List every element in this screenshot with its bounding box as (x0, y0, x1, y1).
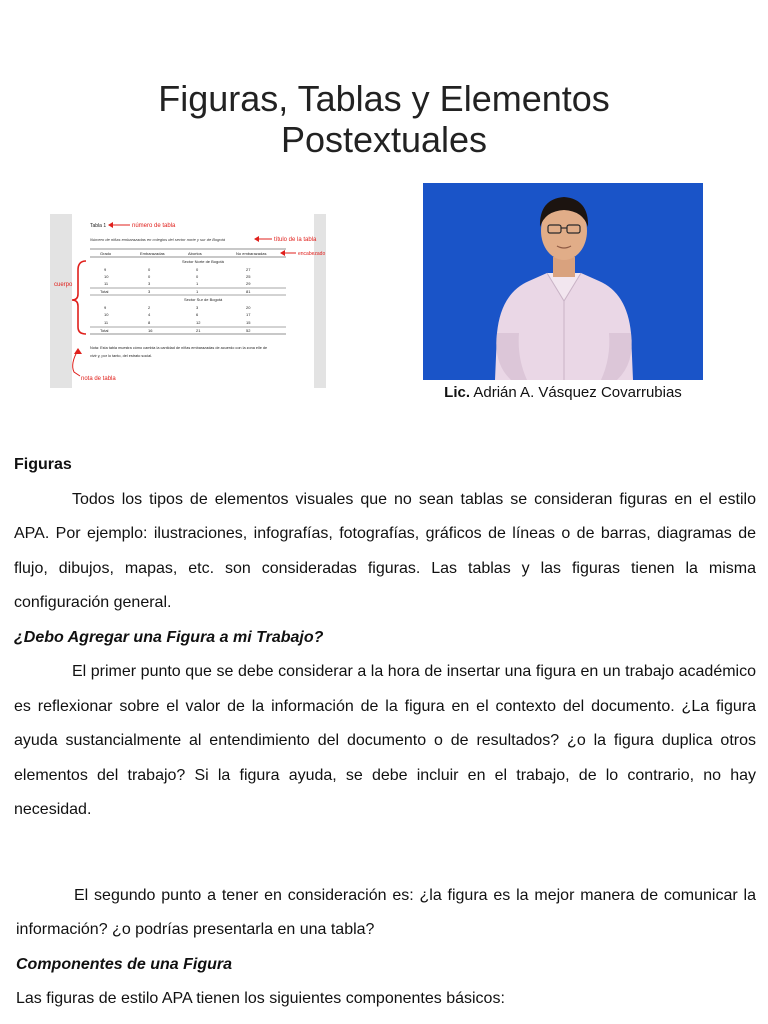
fig-header-0: Grado (100, 251, 112, 256)
fig-table-cell: 15 (246, 320, 251, 325)
fig-table-cell: 10 (104, 274, 109, 279)
fig-table-cell: 9 (104, 267, 107, 272)
fig-table-cell: 3 (196, 305, 199, 310)
fig-table-cell: 6 (196, 312, 199, 317)
fig-table-cell: 1 (196, 281, 199, 286)
fig-header-3: No embarazadas (236, 251, 267, 256)
fig-table-cell: 17 (246, 312, 251, 317)
fig-table-cell: 27 (246, 267, 251, 272)
caption-name: Adrián A. Vásquez Covarrubias (473, 384, 682, 401)
paragraph-segundo-punto: El segundo punto a tener en consideración es: ¿la figura es la mejor manera de comunicar la información? ¿o podrías presentarla en una tabla? (16, 886, 756, 938)
fig-table-cell: 8 (148, 320, 151, 325)
paragraph-debo-agregar: El primer punto que se debe considerar a la hora de insertar una figura en un trabajo académico es reflexionar sobre el valor de la información de la figura en el contexto del documento. ¿La figura ayuda sustancialmente al entendimiento del documento o de resultados? ¿o la figura duplica otros elementos del trabajo? Si la figura ayuda, se debe incluir en el trabajo, de lo contrario, no hay necesidad. (14, 663, 756, 818)
fig-table-cell: 1 (196, 289, 199, 294)
portrait-photo (423, 183, 703, 380)
paragraph-componentes: Las figuras de estilo APA tienen los siguientes componentes básicos: (16, 990, 505, 1007)
fig-table-cell: 9 (104, 305, 107, 310)
fig-table-cell: 12 (196, 320, 201, 325)
document-body (14, 448, 756, 1017)
fig-header-2: Abortos (188, 251, 202, 256)
fig-table-cell: 0 (196, 267, 199, 272)
page-title (0, 78, 768, 160)
fig-table-cell: Total (100, 328, 109, 333)
fig-note-line-1: Nota: Esta tabla muestra cómo cambia la cantidad de niñas embarazadas de acuerdo con la zona elle de (90, 346, 268, 350)
title-line-1: Figuras, Tablas y Elementos (158, 78, 610, 119)
fig-arrow-nota: nota de tabla (81, 376, 116, 382)
fig-table-cell: 3 (148, 289, 151, 294)
title-line-2: Postextuales (280, 119, 488, 160)
fig-sector-norte: Sector Norte de Bogotá (182, 259, 224, 264)
fig-arrow-titulo: título de la tabla (274, 237, 317, 243)
fig-table-cell: Total (100, 289, 109, 294)
heading-figuras: Figuras (14, 456, 72, 473)
fig-table-cell: 25 (246, 274, 251, 279)
fig-table-cell: 10 (104, 312, 109, 317)
fig-table-cell: 52 (246, 328, 251, 333)
fig-table-label: Tabla 1 (90, 223, 107, 229)
fig-table-cell: 0 (196, 274, 199, 279)
fig-table-cell: 4 (148, 312, 151, 317)
fig-header-1: Embarazadas (140, 251, 165, 256)
fig-table-title: Número de niñas embarazadas en colegios del sector norte y sur de Bogotá (90, 237, 225, 242)
fig-table-cell: 21 (196, 328, 201, 333)
fig-arrow-encabezado: encabezado (298, 251, 326, 257)
fig-arrow-tabla: número de tabla (132, 223, 176, 229)
fig-table-cell: 0 (148, 267, 151, 272)
spacer (14, 828, 756, 879)
fig-table-cell: 11 (104, 320, 109, 325)
apa-table-figure (50, 214, 326, 388)
paragraph-figuras: Todos los tipos de elementos visuales que no sean tablas se consideran figuras en el estilo APA. Por ejemplo: ilustraciones, infografías, fotografías, gráficos de líneas o de barras, diagramas de flujo, dibujos, mapas, etc. son consideradas figuras. Las tablas y las figuras tienen la misma configuración general. (14, 490, 756, 611)
caption-prefix: Lic. (444, 384, 471, 401)
photo-caption (423, 383, 703, 403)
fig-sector-sur: Sector Sur de Bogotá (184, 297, 223, 302)
heading-componentes: Componentes de una Figura (16, 955, 233, 973)
fig-table-cell: 16 (148, 328, 153, 333)
fig-table-cell: 0 (148, 274, 151, 279)
fig-table-cell: 20 (246, 305, 251, 310)
fig-table-cell: 81 (246, 289, 251, 294)
fig-table-cell: 3 (148, 281, 151, 286)
fig-table-cell: 11 (104, 281, 109, 286)
fig-arrow-cuerpo: cuerpo (54, 282, 73, 288)
fig-note-line-2: vivir y, por lo tanto, del estrato social. (90, 354, 153, 358)
fig-table-cell: 29 (246, 281, 251, 286)
heading-debo-agregar: ¿Debo Agregar una Figura a mi Trabajo? (14, 628, 324, 646)
fig-table-cell: 2 (148, 305, 151, 310)
